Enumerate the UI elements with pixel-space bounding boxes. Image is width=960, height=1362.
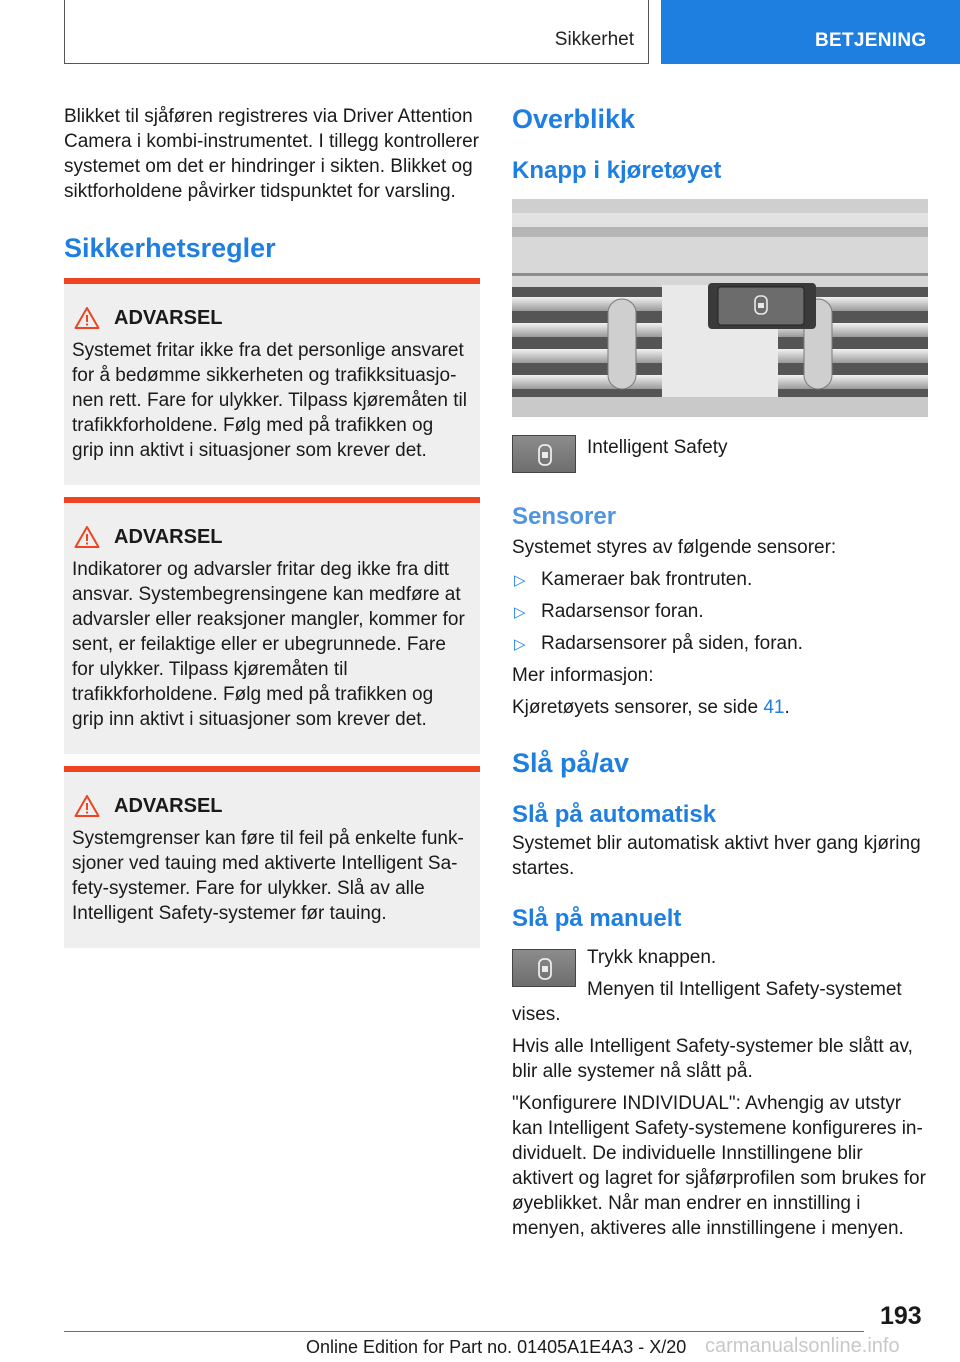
bullet-triangle-icon: ▷ bbox=[514, 604, 526, 621]
warning-text: Systemet fritar ikke fra det personlige ansvaret for å bedømme sikkerheten og trafikksituasjonen rett. Fare for ulykker. Tilpass kjøremåten til trafikkforholdene. Følg med på trafikken og grip inn aktivt i situasjoner som krever det. bbox=[72, 340, 467, 461]
header-section-box bbox=[64, 0, 649, 64]
sensors-heading: Sensorer bbox=[512, 503, 617, 530]
list-item: ▷ Radarsensorer på siden, foran. bbox=[512, 631, 928, 656]
warning-triangle-icon bbox=[74, 306, 100, 330]
page-reference-link[interactable]: 41 bbox=[763, 697, 785, 718]
more-info-label: Mer informasjon: bbox=[512, 665, 654, 686]
dashboard-vents-illustration bbox=[512, 199, 928, 417]
auto-on-heading: Slå på automatisk bbox=[512, 801, 717, 828]
warning-title: ADVARSEL bbox=[114, 525, 223, 548]
header-chapter-tab bbox=[661, 0, 960, 64]
warning-box bbox=[64, 278, 480, 485]
page-number: 193 bbox=[880, 1302, 922, 1330]
sensors-intro: Systemet styres av følgende sensorer: bbox=[512, 537, 837, 558]
press-button-text: Trykk knappen. bbox=[587, 947, 717, 968]
car-shield-icon bbox=[536, 957, 554, 981]
button-label: Intelligent Safety bbox=[587, 437, 728, 458]
sensor-list bbox=[512, 567, 928, 656]
car-shield-icon bbox=[536, 443, 554, 467]
warning-box bbox=[64, 497, 480, 754]
warning-title: ADVARSEL bbox=[114, 306, 223, 329]
configure-individual-text: "Konfigurere INDIVIDUAL": Avhengig av utstyr kan Intelligent Safety-systemene konfigureres individuelt. De individuelle Innstillingene blir aktivert og lagret for sjåførprofilen som brukes for øyeblikket. Når man endrer en innstilling i menyen, aktiveres alle innstillingene i menyen. bbox=[512, 1093, 926, 1239]
right-column bbox=[512, 104, 928, 1241]
button-in-vehicle-heading: Knapp i kjøretøyet bbox=[512, 157, 722, 184]
intelligent-safety-button-icon bbox=[512, 435, 576, 473]
safety-rules-heading: Sikkerhetsregler bbox=[64, 233, 276, 263]
on-off-heading: Slå på/av bbox=[512, 748, 630, 778]
intro-paragraph: Blikket til sjåføren registreres via Driver Attention Camera i kombi-instrumentet. I tillegg kontrollerer systemet om det er hindringer i sikten. Blikket og siktforholdene påvirker tidspunktet for varsling. bbox=[64, 106, 479, 202]
overview-heading: Overblikk bbox=[512, 104, 636, 134]
dashboard-button-photo bbox=[512, 199, 928, 417]
left-column bbox=[64, 104, 480, 948]
footer-divider bbox=[64, 1331, 864, 1332]
header-section-title: Sikkerhet bbox=[554, 29, 634, 50]
footer-edition: Online Edition for Part no. 01405A1E4A3 - X/20 bbox=[306, 1337, 687, 1357]
warning-title: ADVARSEL bbox=[114, 794, 223, 817]
list-item: ▷ Kameraer bak frontruten. bbox=[512, 567, 928, 592]
header-chapter-title: BETJENING bbox=[815, 30, 927, 51]
manual-on-heading: Slå på manuelt bbox=[512, 905, 682, 932]
intelligent-safety-button-icon bbox=[512, 949, 576, 987]
menu-shown-text: Menyen til Intelligent Safety-systemet vises. bbox=[512, 979, 902, 1025]
bullet-triangle-icon: ▷ bbox=[514, 636, 526, 653]
list-item: ▷ Radarsensor foran. bbox=[512, 599, 928, 624]
all-systems-text: Hvis alle Intelligent Safety-systemer ble slått av, blir alle systemer nå slått på. bbox=[512, 1036, 913, 1082]
warning-triangle-icon bbox=[74, 525, 100, 549]
auto-on-text: Systemet blir automatisk aktivt hver gang kjøring startes. bbox=[512, 833, 921, 879]
sensor-reference: Kjøretøyets sensorer, se side 41. bbox=[512, 697, 790, 718]
warning-triangle-icon bbox=[74, 794, 100, 818]
warning-text: Systemgrenser kan føre til feil på enkelte funksjoner ved tauing med aktiverte Intelligent Safety-systemer. Fare for ulykker. Slå av alle Intelligent Safety-systemer før tauing. bbox=[72, 828, 464, 924]
warning-text: Indikatorer og advarsler fritar deg ikke fra ditt ansvar. Systembegrensingene kan medføre at advarsler eller reaksjoner mangler, kommer for sent, er feilaktige eller er ubegrunnede. Fare for ulykker. Tilpass kjøremåten til trafikkforholdene. Følg med på trafikken og grip inn aktivt i situasjoner som krever det. bbox=[72, 559, 465, 730]
bullet-triangle-icon: ▷ bbox=[514, 572, 526, 589]
warning-box bbox=[64, 766, 480, 948]
watermark: carmanualsonline.info bbox=[705, 1335, 900, 1357]
